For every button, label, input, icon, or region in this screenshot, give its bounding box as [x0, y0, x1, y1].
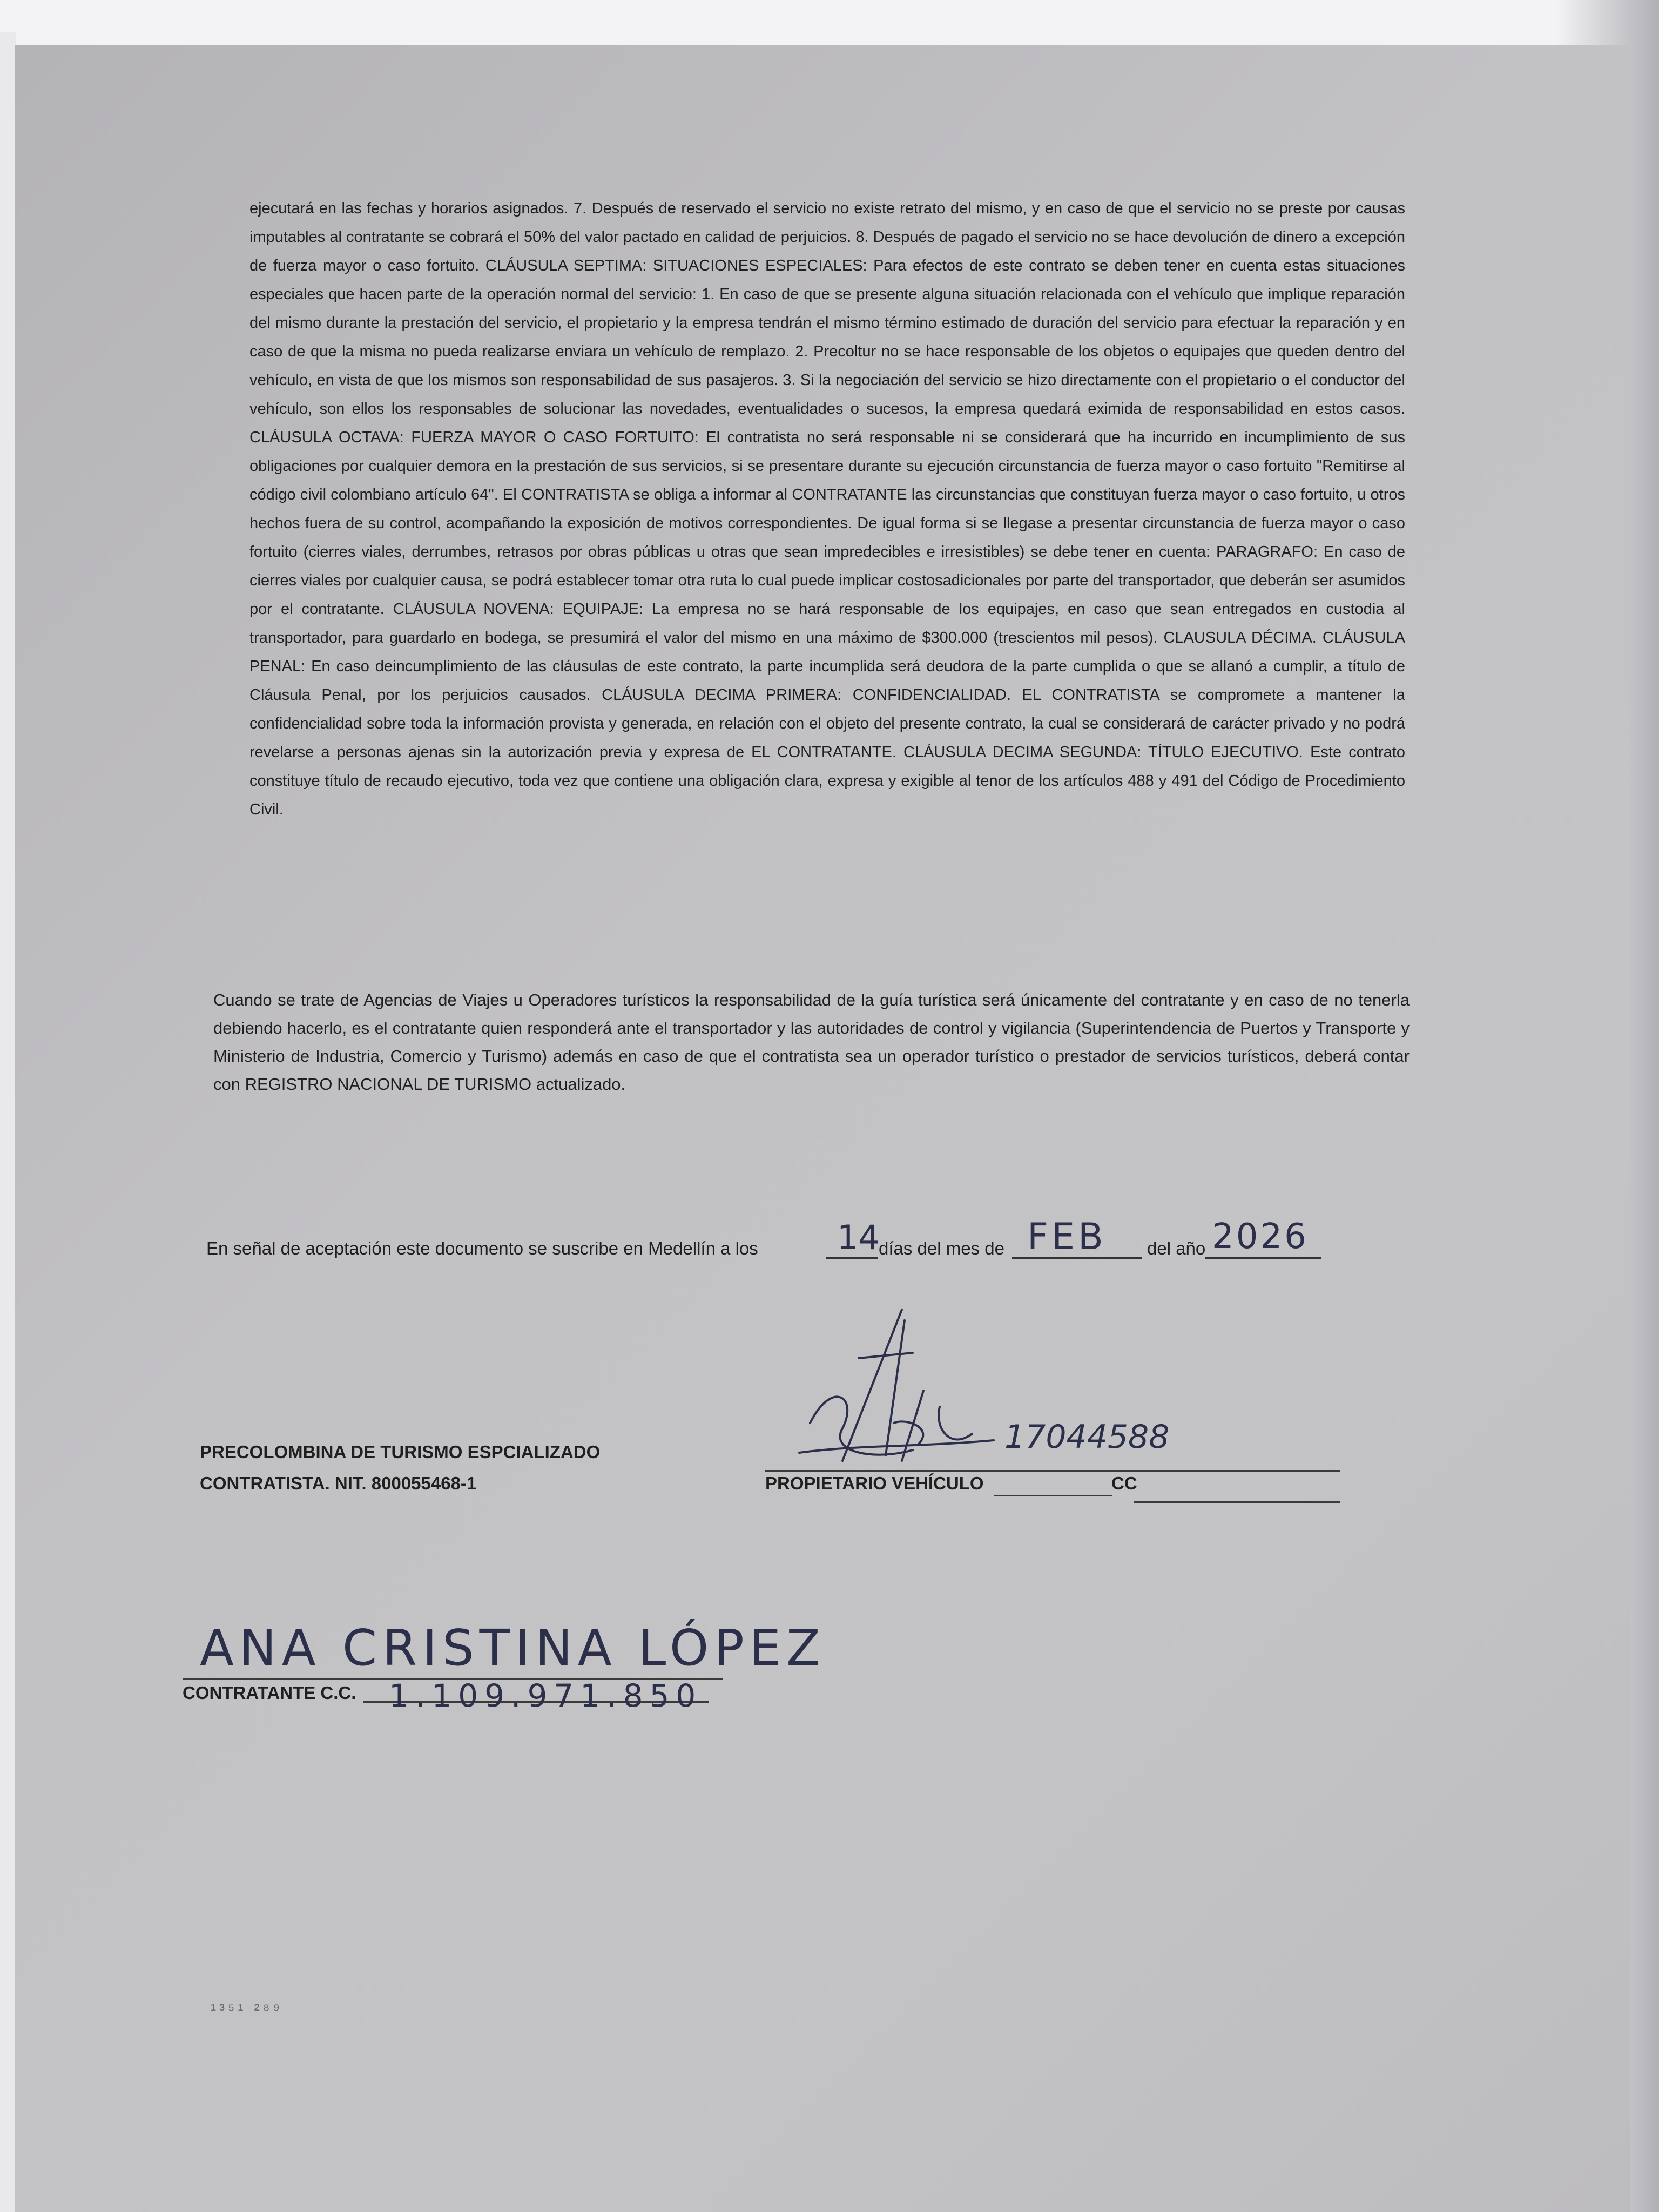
handwritten-day: 14: [837, 1218, 880, 1257]
owner-signature: [778, 1299, 1004, 1477]
agencies-section: [213, 986, 1410, 1098]
agencies-paragraph: Cuando se trate de Agencias de Viajes u Operadores turísticos la responsabilidad de la guía turística será únicamente del contratante y en caso de no tenerla debiendo hacerlo, es el contratante quien responderá ante el transportador y las autoridades de control y vigilancia (Superintendencia de Puertos y Transporte y Ministerio de Industria, Comercio y Turismo) además en caso de que el contratista sea un operador turístico o prestador de servicios turísticos, deberá contar con REGISTRO NACIONAL DE TURISMO actualizado.: [213, 990, 1410, 1094]
owner-cc-label: CC: [1111, 1473, 1137, 1493]
underlying-sheet-edge: [0, 32, 16, 2212]
owner-signature-line: [765, 1470, 1340, 1472]
contractor-block: [200, 1437, 600, 1499]
handwritten-month: FEB: [1027, 1216, 1107, 1258]
handwritten-year: 2026: [1212, 1217, 1309, 1257]
clauses-section: [249, 194, 1405, 824]
owner-cc-underline: [1134, 1501, 1340, 1503]
contractor-company: PRECOLOMBINA DE TURISMO ESPCIALIZADO: [200, 1442, 601, 1462]
handwritten-client-name: ANA CRISTINA LÓPEZ: [200, 1619, 826, 1677]
contractor-nit: CONTRATISTA. NIT. 800055468-1: [200, 1473, 477, 1493]
owner-name-underline: [994, 1495, 1112, 1496]
handwritten-client-cc: 1.109.971.850: [389, 1677, 703, 1714]
clauses-paragraph: ejecutará en las fechas y horarios asignados. 7. Después de reservado el servicio no existe retrato del mismo, y en caso de que el servicio no se preste por causas imputables al contratante se cobrará el 50% del valor pactado en calidad de perjuicios. 8. Después de pagado el servicio no se hace devolución de dinero a excepción de fuerza mayor o caso fortuito. CLÁUSULA SEPTIMA: SITUACIONES ESPECIALES: Para efectos de este contrato se deben tener en cuenta estas situaciones especiales que hacen parte de la operación normal del servicio: 1. En caso de que se presente alguna situación relacionada con el vehículo que implique reparación del mismo durante la prestación del servicio, el propietario y la empresa tendrán el mismo término estimado de duración del servicio para efectuar la reparación y en caso de que la misma no pueda realizarse enviara un vehículo de remplazo. 2. Precoltur no se hace responsable de los objetos o equipajes que queden dentro del vehículo, en vista de que los mismos son responsabilidad de sus pasajeros. 3. Si la negociación del servicio se hizo directamente con el propietario o el conductor del vehículo, son ellos los responsables de solucionar las novedades, eventualidades o sucesos, la empresa quedará eximida de responsabilidad en estos casos. CLÁUSULA OCTAVA: FUERZA MAYOR O CASO FORTUITO: El contratista no será responsable ni se considerará que ha incurrido en incumplimiento de sus obligaciones por cualquier demora en la prestación de sus servicios, si se presentare durante su ejecución circunstancia de fuerza mayor o caso fortuito "Remitirse al código civil colombiano artículo 64". El CONTRATISTA se obliga a informar al CONTRATANTE las circunstancias que constituyan fuerza mayor o caso fortuito, u otros hechos fuera de su control, acompañando la exposición de motivos correspondientes. De igual forma si se llegase a presentar circunstancia de fuerza mayor o caso fortuito (cierres viales, derrumbes, retrasos por obras públicas u otras que sean impredecibles e irresistibles) se debe tener en cuenta: PARAGRAFO: En caso de cierres viales por cualquier causa, se podrá establecer tomar otra ruta lo cual puede implicar costosadicionales por parte del transportador, que deberán ser asumidos por el contratante. CLÁUSULA NOVENA: EQUIPAJE: La empresa no se hará responsable de los equipajes, en caso que sean entregados en custodia al transportador, para guardarlo en bodega, se presumirá el valor del mismo en una máximo de $300.000 (trescientos mil pesos). CLAUSULA DÉCIMA. CLÁUSULA PENAL: En caso deincumplimiento de las cláusulas de este contrato, la parte incumplida será deudora de la parte cumplida o que se allanó a cumplir, a título de Cláusula Penal, por los perjuicios causados. CLÁUSULA DECIMA PRIMERA: CONFIDENCIALIDAD. EL CONTRATISTA se compromete a mantener la confidencialidad sobre toda la información provista y generada, en relación con el objeto del presente contrato, la cual se considerará de carácter privado y no podrá revelarse a personas ajenas sin la autorización previa y expresa de EL CONTRATANTE. CLÁUSULA DECIMA SEGUNDA: TÍTULO EJECUTIVO. Este contrato constituye título de recaudo ejecutivo, toda vez que contiene una obligación clara, expresa y exigible al tenor de los artículos 488 y 491 del Código de Procedimiento Civil.: [249, 200, 1405, 818]
acceptance-middle: días del mes de: [879, 1238, 1004, 1258]
client-label: CONTRATANTE C.C.: [183, 1683, 356, 1703]
handwritten-owner-number: 17044588: [1004, 1418, 1170, 1456]
footer-marks: ¹³⁵¹ ²⁸⁹: [211, 2001, 284, 2019]
day-blank: [826, 1257, 878, 1259]
year-blank: [1205, 1257, 1321, 1259]
owner-label: PROPIETARIO VEHÍCULO: [765, 1473, 984, 1493]
acceptance-year-label: del año: [1147, 1238, 1206, 1258]
acceptance-line: [206, 1211, 1416, 1265]
acceptance-prefix: En señal de aceptación este documento se suscribe en Medellín a los: [206, 1238, 758, 1258]
